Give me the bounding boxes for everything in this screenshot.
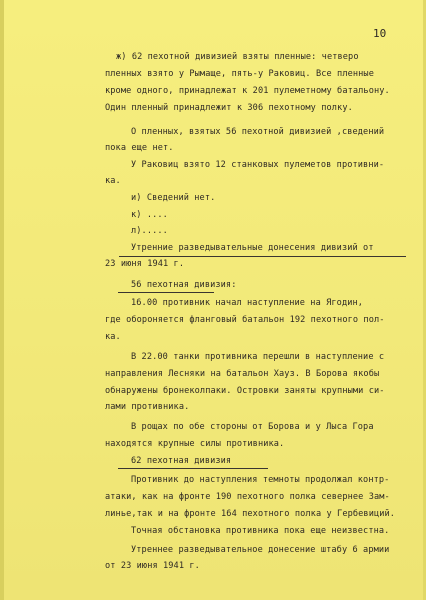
paper-edge-left	[0, 0, 4, 600]
text-line: линье,так и на фронте 164 пехотного полка у Гербевиций.	[105, 509, 396, 519]
text-line: Один пленный принадлежит к 306 пехотному полку.	[105, 103, 353, 113]
text-line: В 22.00 танки противника перешли в наступление с	[131, 352, 385, 362]
division-heading: 62 пехотная дивизия	[131, 456, 232, 466]
text-line: 23 июня 1941 г.	[105, 259, 185, 269]
text-line: Точная обстановка противника пока еще неизвестна.	[131, 526, 390, 536]
text-line: к) ....	[131, 210, 168, 220]
page-number: 10	[373, 27, 387, 40]
text-line: О пленных, взятых 56 пехотной дивизией ,сведений	[131, 127, 385, 137]
text-line: обнаружены бронеколпаки. Островки заняты крупными си-	[105, 386, 385, 396]
text-line: пленных взято у Рымаще, пять-у Раковиц. Все пленные	[105, 69, 374, 79]
text-line: У Раковиц взято 12 станковых пулеметов противни-	[131, 160, 385, 170]
text-line: Противник до наступления темноты продолжал контр-	[131, 475, 390, 485]
text-line: от 23 июня 1941 г.	[105, 561, 200, 571]
text-line: пока еще нет.	[105, 143, 174, 153]
text-line: Утреннее разведывательное донесение штабу 6 армии	[131, 545, 390, 555]
section-heading: Утренние разведывательные донесения дивизий от	[131, 243, 374, 253]
text-line: 16.00 противник начал наступление на Ягодин,	[131, 298, 364, 308]
text-line: и) Сведений нет.	[131, 193, 216, 203]
text-line: где обороняется фланговый батальон 192 пехотного пол-	[105, 315, 385, 325]
text-line: ж) 62 пехотной дивизией взяты пленные: четверо	[116, 52, 359, 62]
text-line: ка.	[105, 176, 121, 186]
heading-underline	[118, 468, 268, 469]
text-line: кроме одного, принадлежат к 201 пулеметному батальону.	[105, 86, 390, 96]
division-heading: 56 пехотная дивизия:	[131, 280, 237, 290]
text-line: направления Лесняки на батальон Хауз. В Борова якобы	[105, 369, 380, 379]
text-line: ка.	[105, 332, 121, 342]
text-line: В рощах по обе стороны от Борова и у Лыса Гора	[131, 422, 374, 432]
heading-underline	[119, 256, 406, 257]
text-line: атаки, как на фронте 190 пехотного полка севернее Зам-	[105, 492, 390, 502]
text-line: лами противника.	[105, 402, 190, 412]
heading-underline	[118, 292, 214, 293]
text-line: находятся крупные силы противника.	[105, 439, 285, 449]
text-line: л).....	[131, 226, 168, 236]
